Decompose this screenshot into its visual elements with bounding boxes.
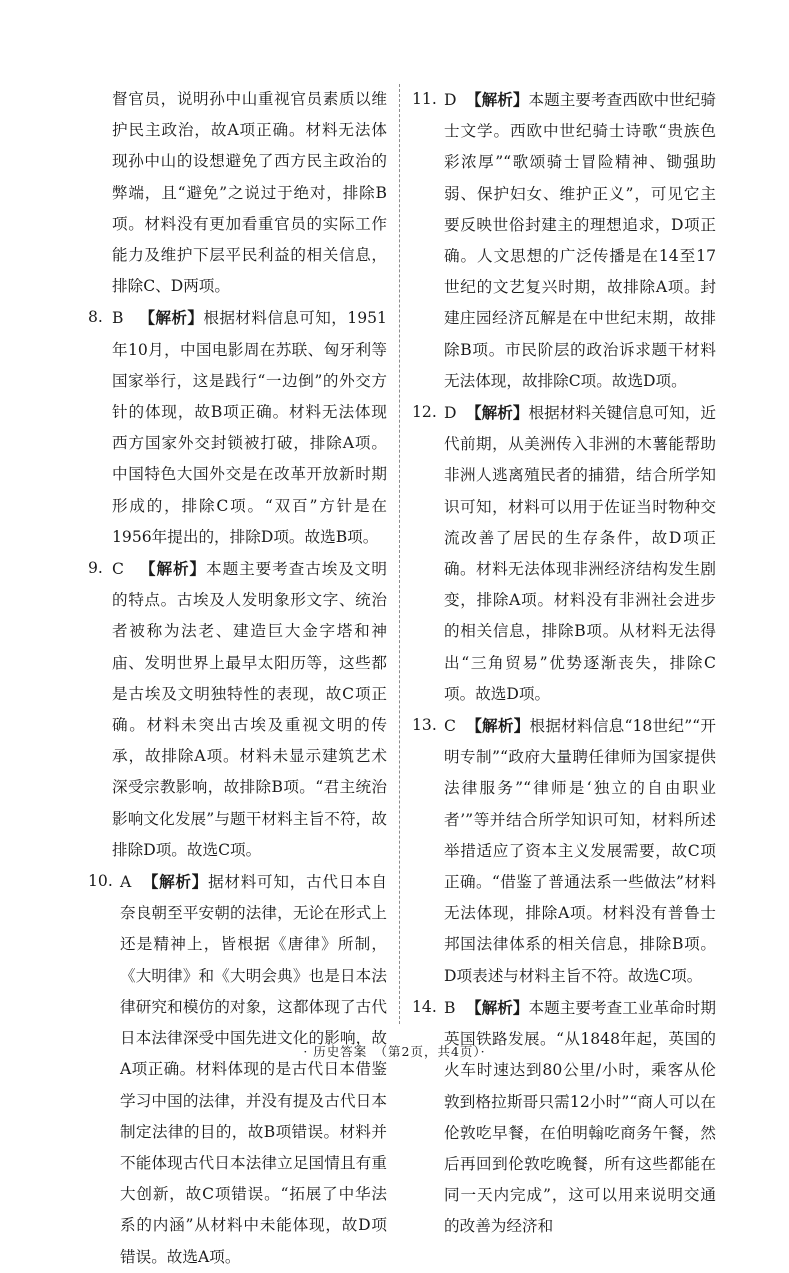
analysis-text: 根据材料关键信息可知，近代前期，从美洲传入非洲的木薯能帮助非洲人逃离殖民者的捕猎，结合所学知识可知，材料可以用于佐证当时物种交流改善了居民的生存条件，故D项正确。材料无法体现非洲经济结构发生剧变，排除A项。材料没有非洲社会进步的相关信息，排除B项。从材料无法得出“三角贸易”优势逐渐丧失，排除C项。故选D项。 bbox=[444, 404, 716, 703]
answer-letter: B bbox=[112, 309, 124, 328]
left-column bbox=[88, 84, 387, 1273]
answer-item-12 bbox=[412, 397, 716, 710]
item-number: 14. bbox=[412, 997, 437, 1016]
item-number: 13. bbox=[412, 716, 437, 735]
answer-item-13 bbox=[412, 710, 716, 992]
item-number: 8. bbox=[88, 308, 103, 327]
answer-item-9 bbox=[88, 553, 387, 866]
continuation-text: 督官员，说明孙中山重视官员素质以维护民主政治，故A项正确。材料无法体现孙中山的设想避免了西方民主政治的弊端，且“避免”之说过于绝对，排除B项。材料没有更加看重官员的实际工作能力及维护下层平民利益的相关信息，排除C、D两项。 bbox=[112, 90, 387, 296]
analysis-tag: 【解析】 bbox=[139, 308, 204, 328]
item-number: 11. bbox=[412, 90, 437, 108]
analysis-tag: 【解析】 bbox=[142, 872, 209, 892]
analysis-text: 本题主要考查古埃及文明的特点。古埃及人发明象形文字、统治者被称为法老、建造巨大金字塔和神庙、发明世界上最早太阳历等，这些都是古埃及文明独特性的表现，故C项正确。材料未突出古埃及重视文明的传承，故排除A项。材料未显示建筑艺术深受宗教影响，故排除B项。“君主统治影响文化发展”与题干材料主旨不符，故排除D项。故选C项。 bbox=[112, 560, 387, 859]
answer-letter: A bbox=[120, 873, 132, 892]
answer-letter: D bbox=[444, 91, 457, 109]
analysis-tag: 【解析】 bbox=[466, 403, 529, 423]
answer-letter: C bbox=[444, 717, 456, 736]
analysis-text: 根据材料信息可知，1951年10月，中国电影周在苏联、匈牙利等国家举行，这是践行“一边倒”的外交方针的体现，故B项正确。材料无法体现西方国家外交封锁被打破，排除A项。中国特色大国外交是在改革开放新时期形成的，排除C项。“双百”方针是在1956年提出的，排除D项。故选B项。 bbox=[112, 309, 387, 546]
item-number: 10. bbox=[88, 872, 113, 891]
analysis-text: 本题主要考查工业革命时期英国铁路发展。“从1848年起，英国的火车时速达到80公里/小时，乘客从伦敦到格拉斯哥只需12小时”“商人可以在伦敦吃早餐，在伯明翰吃商务午餐，然后再回到伦敦吃晚餐，所有这些都能在同一天内完成”，这可以用来说明交通的改善为经济和 bbox=[444, 998, 716, 1236]
right-column bbox=[412, 84, 716, 1243]
answer-letter: C bbox=[112, 560, 124, 579]
answer-item-11 bbox=[412, 84, 716, 397]
analysis-text: 本题主要考查西欧中世纪骑士文学。西欧中世纪骑士诗歌“贵族色彩浓厚”“歌颂骑士冒险精神、锄强助弱、保护妇女、维护正义”，可见它主要反映世俗封建主的理想追求，D项正确。人文思想的广泛传播是在14至17世纪的文艺复兴时期，故排除A项。封建庄园经济瓦解是在中世纪末期，故排除B项。市民阶层的政治诉求题干材料无法体现，故排除C项。故选D项。 bbox=[444, 91, 716, 390]
analysis-tag: 【解析】 bbox=[466, 716, 530, 736]
answer-letter: B bbox=[444, 998, 456, 1017]
item-number: 12. bbox=[412, 403, 437, 422]
item-number: 9. bbox=[88, 559, 103, 578]
answer-item-14 bbox=[412, 992, 716, 1243]
analysis-text: 根据材料信息“18世纪”“开明专制”“政府大量聘任律师为国家提供法律服务”“律师是‘独立的自由职业者’”等并结合所学知识可知，材料所述举措适应了资本主义发展需要，故C项正确。“借鉴了普通法系一些做法”材料无法体现，排除A项。材料没有普鲁士邦国法律体系的相关信息，排除B项。D项表述与材料主旨不符。故选C项。 bbox=[444, 717, 716, 985]
analysis-tag: 【解析】 bbox=[139, 559, 207, 579]
analysis-tag: 【解析】 bbox=[466, 997, 529, 1017]
column-divider bbox=[399, 84, 400, 1024]
analysis-text: 据材料可知，古代日本自奈良朝至平安朝的法律，无论在形式上还是精神上，皆根据《唐律》所制，《大明律》和《大明会典》也是日本法律研究和模仿的对象，这都体现了古代日本法律深受中国先进文化的影响，故A项正确。材料体现的是古代日本借鉴学习中国的法律，并没有提及古代日本制定法律的目的，故B项错误。材料并不能体现古代日本法律立足国情且有重大创新，故C项错误。“拓展了中华法系的内涵”从材料中未能体现，故D项错误。故选A项。 bbox=[120, 873, 387, 1266]
answer-letter: D bbox=[444, 404, 457, 423]
answer-item-10 bbox=[88, 866, 387, 1273]
analysis-tag: 【解析】 bbox=[466, 90, 529, 109]
page-footer: · 历史答案 （第2页，共4页）· bbox=[303, 1044, 486, 1059]
answer-item-8 bbox=[88, 302, 387, 553]
